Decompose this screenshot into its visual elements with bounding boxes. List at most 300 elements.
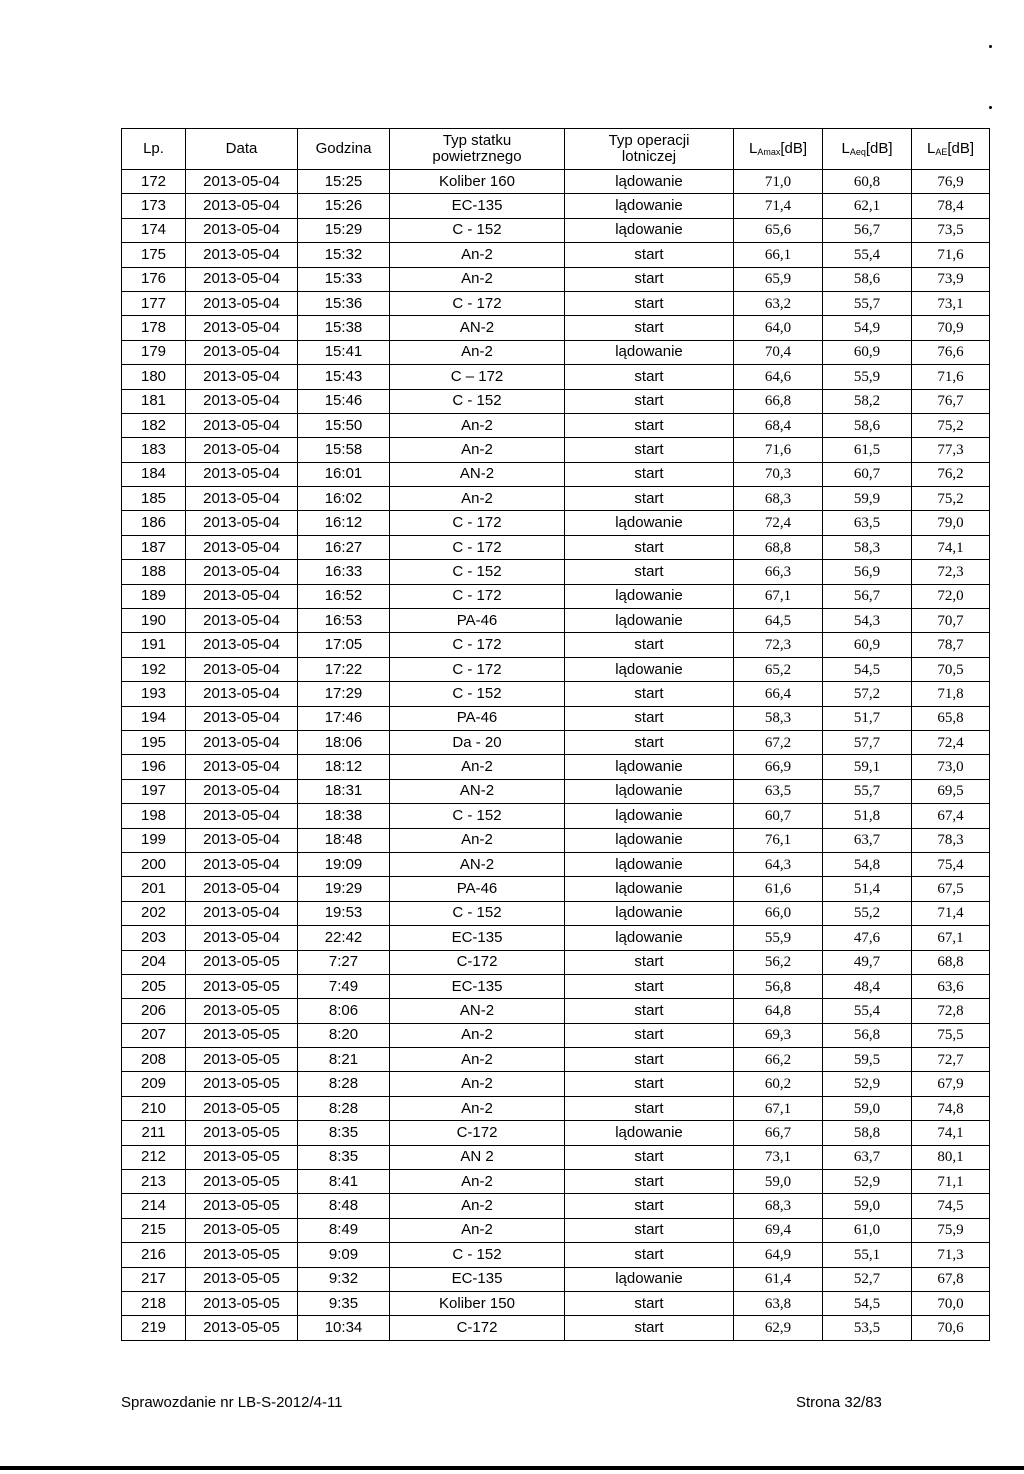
cell-date: 2013-05-04 — [186, 389, 298, 413]
cell-aircraft: An-2 — [390, 243, 565, 267]
cell-lamax: 65,2 — [734, 657, 823, 681]
cell-lp: 181 — [122, 389, 186, 413]
cell-aircraft: An-2 — [390, 1072, 565, 1096]
cell-lp: 202 — [122, 901, 186, 925]
cell-time: 15:50 — [298, 413, 390, 437]
cell-aircraft: An-2 — [390, 1096, 565, 1120]
cell-aircraft: C - 152 — [390, 682, 565, 706]
header-lp: Lp. — [122, 129, 186, 170]
cell-lp: 201 — [122, 877, 186, 901]
cell-lae: 80,1 — [912, 1145, 990, 1169]
cell-date: 2013-05-04 — [186, 828, 298, 852]
cell-lae: 67,9 — [912, 1072, 990, 1096]
cell-laeq: 52,9 — [823, 1170, 912, 1194]
cell-operation: lądowanie — [565, 828, 734, 852]
cell-aircraft: EC-135 — [390, 974, 565, 998]
cell-laeq: 55,7 — [823, 779, 912, 803]
cell-time: 15:26 — [298, 194, 390, 218]
cell-operation: start — [565, 291, 734, 315]
table-row — [122, 194, 990, 218]
table-row — [122, 1145, 990, 1169]
cell-time: 16:02 — [298, 487, 390, 511]
table-body — [122, 170, 990, 1341]
cell-date: 2013-05-04 — [186, 682, 298, 706]
cell-aircraft: C - 172 — [390, 535, 565, 559]
cell-lamax: 66,2 — [734, 1048, 823, 1072]
cell-lae: 72,8 — [912, 999, 990, 1023]
cell-lamax: 67,2 — [734, 730, 823, 754]
cell-lae: 73,1 — [912, 291, 990, 315]
cell-laeq: 63,5 — [823, 511, 912, 535]
cell-time: 15:25 — [298, 170, 390, 194]
table-row — [122, 267, 990, 291]
cell-lp: 184 — [122, 462, 186, 486]
cell-date: 2013-05-05 — [186, 1218, 298, 1242]
cell-aircraft: C - 172 — [390, 291, 565, 315]
cell-lae: 74,8 — [912, 1096, 990, 1120]
table-header-row — [122, 129, 990, 170]
cell-laeq: 56,7 — [823, 584, 912, 608]
cell-time: 15:41 — [298, 340, 390, 364]
cell-time: 15:46 — [298, 389, 390, 413]
cell-lae: 73,9 — [912, 267, 990, 291]
cell-aircraft: An-2 — [390, 267, 565, 291]
cell-lp: 212 — [122, 1145, 186, 1169]
cell-lae: 71,8 — [912, 682, 990, 706]
cell-lp: 216 — [122, 1243, 186, 1267]
cell-lamax: 68,4 — [734, 413, 823, 437]
cell-time: 7:27 — [298, 950, 390, 974]
cell-lp: 187 — [122, 535, 186, 559]
cell-lp: 173 — [122, 194, 186, 218]
table-row — [122, 365, 990, 389]
cell-time: 15:29 — [298, 218, 390, 242]
cell-lamax: 68,3 — [734, 487, 823, 511]
table-row — [122, 584, 990, 608]
cell-lp: 206 — [122, 999, 186, 1023]
cell-operation: lądowanie — [565, 755, 734, 779]
cell-time: 18:31 — [298, 779, 390, 803]
header-laeq: $L_{Aeq}[dB]$ — [823, 129, 912, 170]
cell-date: 2013-05-04 — [186, 340, 298, 364]
cell-date: 2013-05-05 — [186, 1267, 298, 1291]
cell-aircraft: AN-2 — [390, 779, 565, 803]
cell-operation: start — [565, 1170, 734, 1194]
cell-aircraft: An-2 — [390, 413, 565, 437]
cell-operation: lądowanie — [565, 926, 734, 950]
cell-laeq: 54,3 — [823, 609, 912, 633]
table-row — [122, 999, 990, 1023]
cell-aircraft: PA-46 — [390, 706, 565, 730]
cell-laeq: 59,0 — [823, 1194, 912, 1218]
cell-operation: lądowanie — [565, 1267, 734, 1291]
cell-date: 2013-05-05 — [186, 1023, 298, 1047]
cell-operation: start — [565, 413, 734, 437]
cell-time: 16:27 — [298, 535, 390, 559]
cell-lamax: 73,1 — [734, 1145, 823, 1169]
cell-lamax: 67,1 — [734, 1096, 823, 1120]
cell-operation: lądowanie — [565, 1121, 734, 1145]
cell-laeq: 51,7 — [823, 706, 912, 730]
header-lamax: $L_{Amax}[dB]$ — [734, 129, 823, 170]
cell-time: 15:36 — [298, 291, 390, 315]
cell-lp: 218 — [122, 1291, 186, 1315]
cell-time: 19:29 — [298, 877, 390, 901]
cell-lp: 185 — [122, 487, 186, 511]
cell-time: 9:09 — [298, 1243, 390, 1267]
cell-lamax: 61,6 — [734, 877, 823, 901]
cell-lae: 70,0 — [912, 1291, 990, 1315]
cell-time: 15:43 — [298, 365, 390, 389]
cell-lp: 194 — [122, 706, 186, 730]
cell-time: 9:35 — [298, 1291, 390, 1315]
cell-date: 2013-05-05 — [186, 974, 298, 998]
cell-aircraft: An-2 — [390, 1170, 565, 1194]
cell-date: 2013-05-04 — [186, 194, 298, 218]
cell-date: 2013-05-04 — [186, 901, 298, 925]
cell-lae: 78,3 — [912, 828, 990, 852]
cell-lamax: 66,4 — [734, 682, 823, 706]
cell-time: 8:35 — [298, 1121, 390, 1145]
cell-aircraft: Koliber 160 — [390, 170, 565, 194]
cell-date: 2013-05-05 — [186, 1243, 298, 1267]
cell-laeq: 58,8 — [823, 1121, 912, 1145]
cell-time: 15:32 — [298, 243, 390, 267]
cell-lae: 71,4 — [912, 901, 990, 925]
cell-lae: 76,2 — [912, 462, 990, 486]
cell-time: 15:38 — [298, 316, 390, 340]
cell-date: 2013-05-04 — [186, 730, 298, 754]
cell-date: 2013-05-04 — [186, 316, 298, 340]
cell-lamax: 56,2 — [734, 950, 823, 974]
cell-time: 17:46 — [298, 706, 390, 730]
cell-laeq: 62,1 — [823, 194, 912, 218]
cell-lamax: 55,9 — [734, 926, 823, 950]
cell-operation: lądowanie — [565, 901, 734, 925]
cell-time: 17:29 — [298, 682, 390, 706]
cell-operation: lądowanie — [565, 609, 734, 633]
cell-date: 2013-05-04 — [186, 291, 298, 315]
cell-lp: 188 — [122, 560, 186, 584]
cell-laeq: 52,9 — [823, 1072, 912, 1096]
bottom-rule — [0, 1466, 1024, 1470]
cell-date: 2013-05-05 — [186, 1316, 298, 1340]
cell-aircraft: C - 152 — [390, 901, 565, 925]
cell-operation: lądowanie — [565, 779, 734, 803]
cell-time: 8:49 — [298, 1218, 390, 1242]
cell-date: 2013-05-04 — [186, 511, 298, 535]
cell-lamax: 64,6 — [734, 365, 823, 389]
cell-aircraft: C - 152 — [390, 1243, 565, 1267]
cell-aircraft: An-2 — [390, 1048, 565, 1072]
table-row — [122, 243, 990, 267]
cell-date: 2013-05-04 — [186, 243, 298, 267]
cell-date: 2013-05-04 — [186, 657, 298, 681]
cell-lamax: 66,1 — [734, 243, 823, 267]
cell-lp: 196 — [122, 755, 186, 779]
cell-lae: 73,0 — [912, 755, 990, 779]
cell-time: 17:05 — [298, 633, 390, 657]
cell-lp: 200 — [122, 852, 186, 876]
cell-laeq: 55,7 — [823, 291, 912, 315]
cell-time: 18:12 — [298, 755, 390, 779]
cell-lp: 207 — [122, 1023, 186, 1047]
table-row — [122, 1023, 990, 1047]
table-row — [122, 901, 990, 925]
cell-time: 18:38 — [298, 804, 390, 828]
cell-laeq: 63,7 — [823, 1145, 912, 1169]
cell-lamax: 56,8 — [734, 974, 823, 998]
cell-lae: 75,2 — [912, 487, 990, 511]
cell-operation: lądowanie — [565, 584, 734, 608]
scan-speck — [989, 45, 992, 48]
table-row — [122, 730, 990, 754]
cell-aircraft: EC-135 — [390, 194, 565, 218]
cell-lae: 69,5 — [912, 779, 990, 803]
table-row — [122, 389, 990, 413]
table-row — [122, 1194, 990, 1218]
cell-lp: 204 — [122, 950, 186, 974]
cell-lamax: 58,3 — [734, 706, 823, 730]
cell-aircraft: C-172 — [390, 1316, 565, 1340]
header-typ-statku: Typ statku powietrznego — [390, 129, 565, 170]
cell-operation: start — [565, 633, 734, 657]
cell-operation: start — [565, 1023, 734, 1047]
cell-operation: start — [565, 267, 734, 291]
table-row — [122, 1072, 990, 1096]
cell-operation: lądowanie — [565, 170, 734, 194]
cell-lae: 71,3 — [912, 1243, 990, 1267]
cell-operation: start — [565, 1096, 734, 1120]
cell-operation: start — [565, 1072, 734, 1096]
cell-aircraft: C-172 — [390, 950, 565, 974]
cell-date: 2013-05-04 — [186, 438, 298, 462]
cell-date: 2013-05-05 — [186, 1048, 298, 1072]
table-row — [122, 609, 990, 633]
cell-operation: start — [565, 438, 734, 462]
cell-operation: start — [565, 560, 734, 584]
cell-laeq: 60,9 — [823, 633, 912, 657]
cell-lae: 74,1 — [912, 535, 990, 559]
cell-lamax: 61,4 — [734, 1267, 823, 1291]
table-row — [122, 804, 990, 828]
cell-lp: 182 — [122, 413, 186, 437]
cell-laeq: 55,4 — [823, 999, 912, 1023]
cell-lp: 205 — [122, 974, 186, 998]
table-row — [122, 1267, 990, 1291]
cell-time: 15:58 — [298, 438, 390, 462]
cell-lp: 215 — [122, 1218, 186, 1242]
cell-lae: 70,5 — [912, 657, 990, 681]
cell-date: 2013-05-05 — [186, 1072, 298, 1096]
table-row — [122, 1218, 990, 1242]
table-row — [122, 926, 990, 950]
cell-laeq: 56,8 — [823, 1023, 912, 1047]
cell-lp: 203 — [122, 926, 186, 950]
cell-aircraft: AN 2 — [390, 1145, 565, 1169]
cell-aircraft: C – 172 — [390, 365, 565, 389]
table-row — [122, 828, 990, 852]
cell-date: 2013-05-04 — [186, 170, 298, 194]
cell-date: 2013-05-04 — [186, 365, 298, 389]
cell-lp: 176 — [122, 267, 186, 291]
cell-lamax: 60,7 — [734, 804, 823, 828]
cell-time: 16:12 — [298, 511, 390, 535]
cell-lp: 172 — [122, 170, 186, 194]
cell-lp: 183 — [122, 438, 186, 462]
cell-date: 2013-05-04 — [186, 462, 298, 486]
cell-lae: 72,0 — [912, 584, 990, 608]
cell-aircraft: Koliber 150 — [390, 1291, 565, 1315]
cell-time: 8:28 — [298, 1096, 390, 1120]
cell-laeq: 57,2 — [823, 682, 912, 706]
cell-time: 8:35 — [298, 1145, 390, 1169]
cell-time: 18:48 — [298, 828, 390, 852]
cell-lamax: 62,9 — [734, 1316, 823, 1340]
table-row — [122, 974, 990, 998]
cell-lae: 77,3 — [912, 438, 990, 462]
cell-lamax: 70,3 — [734, 462, 823, 486]
cell-lamax: 71,4 — [734, 194, 823, 218]
table-row — [122, 340, 990, 364]
cell-lamax: 59,0 — [734, 1170, 823, 1194]
cell-lamax: 66,7 — [734, 1121, 823, 1145]
cell-laeq: 55,1 — [823, 1243, 912, 1267]
cell-operation: start — [565, 1291, 734, 1315]
cell-lp: 214 — [122, 1194, 186, 1218]
cell-laeq: 56,7 — [823, 218, 912, 242]
cell-laeq: 54,5 — [823, 657, 912, 681]
table-row — [122, 1170, 990, 1194]
cell-laeq: 60,9 — [823, 340, 912, 364]
cell-lp: 213 — [122, 1170, 186, 1194]
cell-lp: 211 — [122, 1121, 186, 1145]
cell-time: 15:33 — [298, 267, 390, 291]
cell-lamax: 64,3 — [734, 852, 823, 876]
cell-date: 2013-05-05 — [186, 1096, 298, 1120]
cell-operation: start — [565, 950, 734, 974]
cell-time: 19:53 — [298, 901, 390, 925]
cell-lamax: 64,5 — [734, 609, 823, 633]
header-lae: $L_{AE}[dB]$ — [912, 129, 990, 170]
cell-lamax: 76,1 — [734, 828, 823, 852]
cell-lamax: 68,3 — [734, 1194, 823, 1218]
cell-date: 2013-05-05 — [186, 950, 298, 974]
cell-lae: 65,8 — [912, 706, 990, 730]
cell-aircraft: Da - 20 — [390, 730, 565, 754]
cell-time: 7:49 — [298, 974, 390, 998]
table-row — [122, 633, 990, 657]
cell-operation: start — [565, 243, 734, 267]
cell-lp: 191 — [122, 633, 186, 657]
table-row — [122, 706, 990, 730]
cell-lp: 193 — [122, 682, 186, 706]
cell-lamax: 69,4 — [734, 1218, 823, 1242]
scan-speck — [989, 106, 992, 109]
cell-lamax: 64,8 — [734, 999, 823, 1023]
cell-operation: start — [565, 1048, 734, 1072]
cell-lae: 79,0 — [912, 511, 990, 535]
cell-time: 18:06 — [298, 730, 390, 754]
cell-aircraft: AN-2 — [390, 852, 565, 876]
cell-lamax: 66,9 — [734, 755, 823, 779]
cell-laeq: 49,7 — [823, 950, 912, 974]
cell-lp: 217 — [122, 1267, 186, 1291]
cell-time: 16:33 — [298, 560, 390, 584]
cell-date: 2013-05-04 — [186, 852, 298, 876]
cell-time: 16:53 — [298, 609, 390, 633]
cell-lae: 76,9 — [912, 170, 990, 194]
cell-laeq: 55,2 — [823, 901, 912, 925]
cell-operation: start — [565, 316, 734, 340]
table-row — [122, 535, 990, 559]
cell-operation: lądowanie — [565, 218, 734, 242]
cell-laeq: 59,1 — [823, 755, 912, 779]
cell-lp: 195 — [122, 730, 186, 754]
cell-lp: 199 — [122, 828, 186, 852]
table-row — [122, 560, 990, 584]
cell-time: 16:01 — [298, 462, 390, 486]
cell-aircraft: An-2 — [390, 487, 565, 511]
cell-lamax: 70,4 — [734, 340, 823, 364]
cell-laeq: 51,4 — [823, 877, 912, 901]
cell-time: 8:21 — [298, 1048, 390, 1072]
table-row — [122, 657, 990, 681]
cell-lamax: 66,8 — [734, 389, 823, 413]
cell-lae: 78,4 — [912, 194, 990, 218]
cell-operation: start — [565, 1145, 734, 1169]
cell-operation: start — [565, 974, 734, 998]
table-row — [122, 316, 990, 340]
cell-date: 2013-05-04 — [186, 779, 298, 803]
table-row — [122, 511, 990, 535]
cell-aircraft: An-2 — [390, 755, 565, 779]
cell-laeq: 58,6 — [823, 267, 912, 291]
cell-aircraft: PA-46 — [390, 609, 565, 633]
cell-date: 2013-05-04 — [186, 926, 298, 950]
cell-laeq: 57,7 — [823, 730, 912, 754]
cell-aircraft: C - 152 — [390, 560, 565, 584]
cell-laeq: 60,8 — [823, 170, 912, 194]
cell-aircraft: C - 152 — [390, 389, 565, 413]
cell-operation: lądowanie — [565, 852, 734, 876]
cell-lamax: 67,1 — [734, 584, 823, 608]
cell-aircraft: An-2 — [390, 828, 565, 852]
cell-lae: 74,5 — [912, 1194, 990, 1218]
cell-aircraft: EC-135 — [390, 1267, 565, 1291]
cell-aircraft: An-2 — [390, 1194, 565, 1218]
cell-operation: start — [565, 1218, 734, 1242]
cell-lamax: 72,4 — [734, 511, 823, 535]
page-number: Strona 32/83 — [796, 1394, 882, 1411]
table-row — [122, 218, 990, 242]
cell-laeq: 52,7 — [823, 1267, 912, 1291]
cell-aircraft: C - 152 — [390, 218, 565, 242]
cell-date: 2013-05-04 — [186, 267, 298, 291]
cell-lae: 72,7 — [912, 1048, 990, 1072]
cell-laeq: 59,9 — [823, 487, 912, 511]
cell-time: 22:42 — [298, 926, 390, 950]
cell-lae: 74,1 — [912, 1121, 990, 1145]
cell-lp: 179 — [122, 340, 186, 364]
cell-date: 2013-05-04 — [186, 755, 298, 779]
cell-aircraft: AN-2 — [390, 999, 565, 1023]
cell-aircraft: C - 152 — [390, 804, 565, 828]
cell-date: 2013-05-04 — [186, 584, 298, 608]
cell-lp: 210 — [122, 1096, 186, 1120]
cell-laeq: 55,4 — [823, 243, 912, 267]
cell-operation: start — [565, 706, 734, 730]
